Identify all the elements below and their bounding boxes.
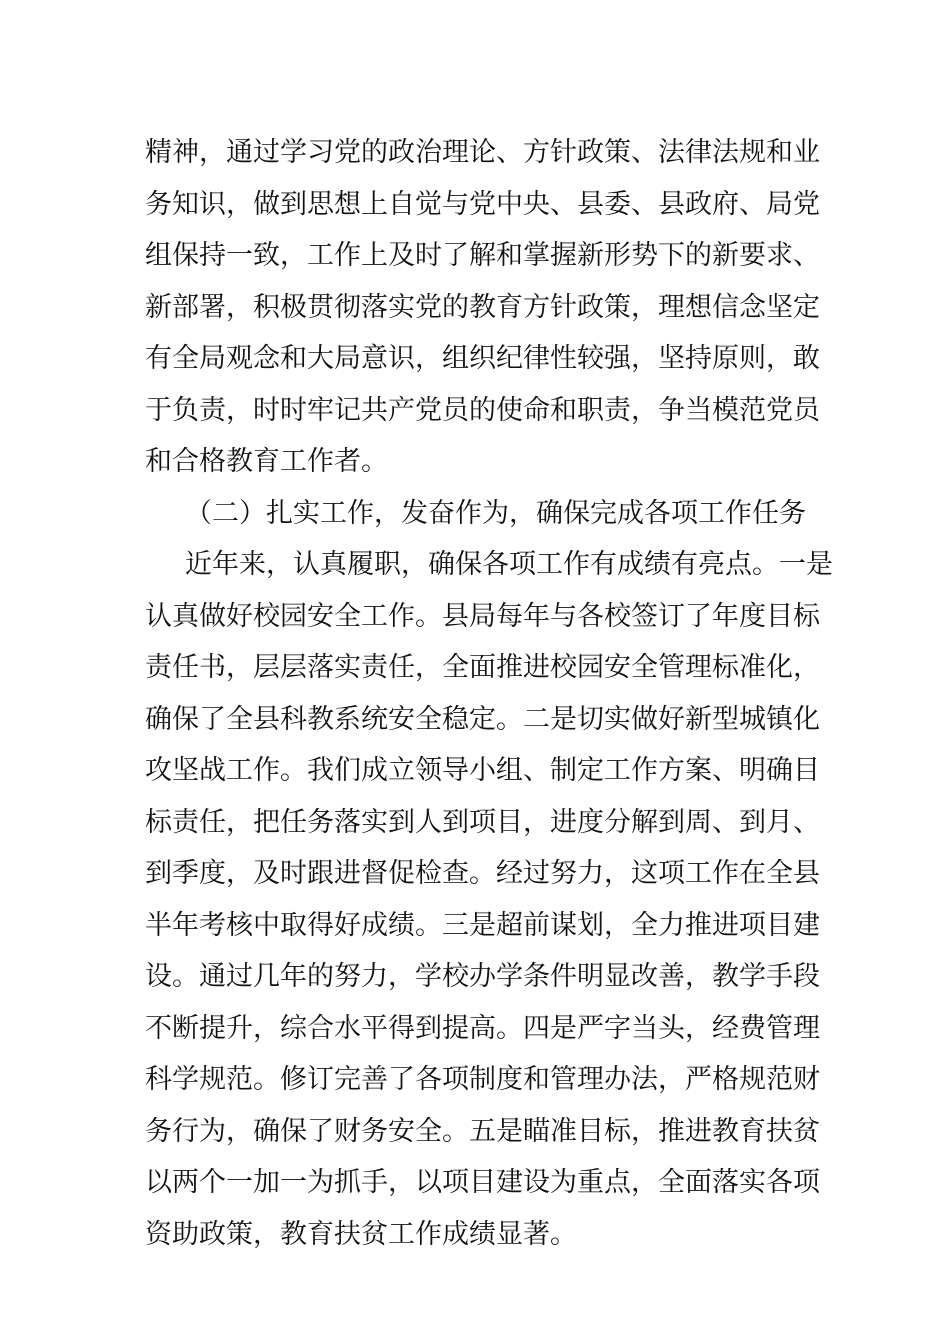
paragraph-line: 新部署，积极贯彻落实党的教育方针政策，理想信念坚定 <box>145 291 820 323</box>
paragraph-line: 组保持一致，工作上及时了解和掌握新形势下的新要求、 <box>145 240 820 271</box>
paragraph-line: 务知识，做到思想上自觉与党中央、县委、县政府、局党 <box>145 188 820 220</box>
paragraph-line: 有全局观念和大局意识，组织纪律性较强，坚持原则，敢 <box>145 343 820 374</box>
document-body <box>145 127 833 1260</box>
paragraph-line: 以两个一加一为抓手，以项目建设为重点，全面落实各项 <box>145 1167 820 1198</box>
paragraph-line: 和合格教育工作者。 <box>145 446 388 477</box>
paragraph-line: 确保了全县科教系统安全稳定。二是切实做好新型城镇化 <box>145 703 820 735</box>
paragraph-line: 设。通过几年的努力，学校办学条件明显改善，教学手段 <box>145 961 820 992</box>
paragraph-line: 不断提升，综合水平得到提高。四是严字当头，经费管理 <box>145 1012 820 1044</box>
paragraph-line: 攻坚战工作。我们成立领导小组、制定工作方案、明确目 <box>145 755 820 786</box>
paragraph-line: 责任书，层层落实责任，全面推进校园安全管理标准化， <box>145 652 820 683</box>
paragraph-line: 于负责，时时牢记共产党员的使命和职责，争当模范党员 <box>145 394 820 426</box>
paragraph-line: 到季度，及时跟进督促检查。经过努力，这项工作在全县 <box>145 858 820 889</box>
paragraph-line: 近年来，认真履职，确保各项工作有成绩有亮点。一是 <box>185 549 833 580</box>
section-heading: （二）扎实工作，发奋作为，确保完成各项工作任务 <box>185 497 806 529</box>
paragraph-line: 科学规范。修订完善了各项制度和管理办法，严格规范财 <box>145 1064 820 1095</box>
paragraph-line: 精神，通过学习党的政治理论、方针政策、法律法规和业 <box>145 137 820 168</box>
paragraph-line: 半年考核中取得好成绩。三是超前谋划，全力推进项目建 <box>145 909 820 941</box>
paragraph-line: 认真做好校园安全工作。县局每年与各校签订了年度目标 <box>145 600 820 632</box>
paragraph-line: 资助政策，教育扶贫工作成绩显著。 <box>145 1218 577 1250</box>
paragraph-line: 标责任，把任务落实到人到项目，进度分解到周、到月、 <box>145 806 820 838</box>
paragraph-line: 务行为，确保了财务安全。五是瞄准目标，推进教育扶贫 <box>145 1115 820 1147</box>
